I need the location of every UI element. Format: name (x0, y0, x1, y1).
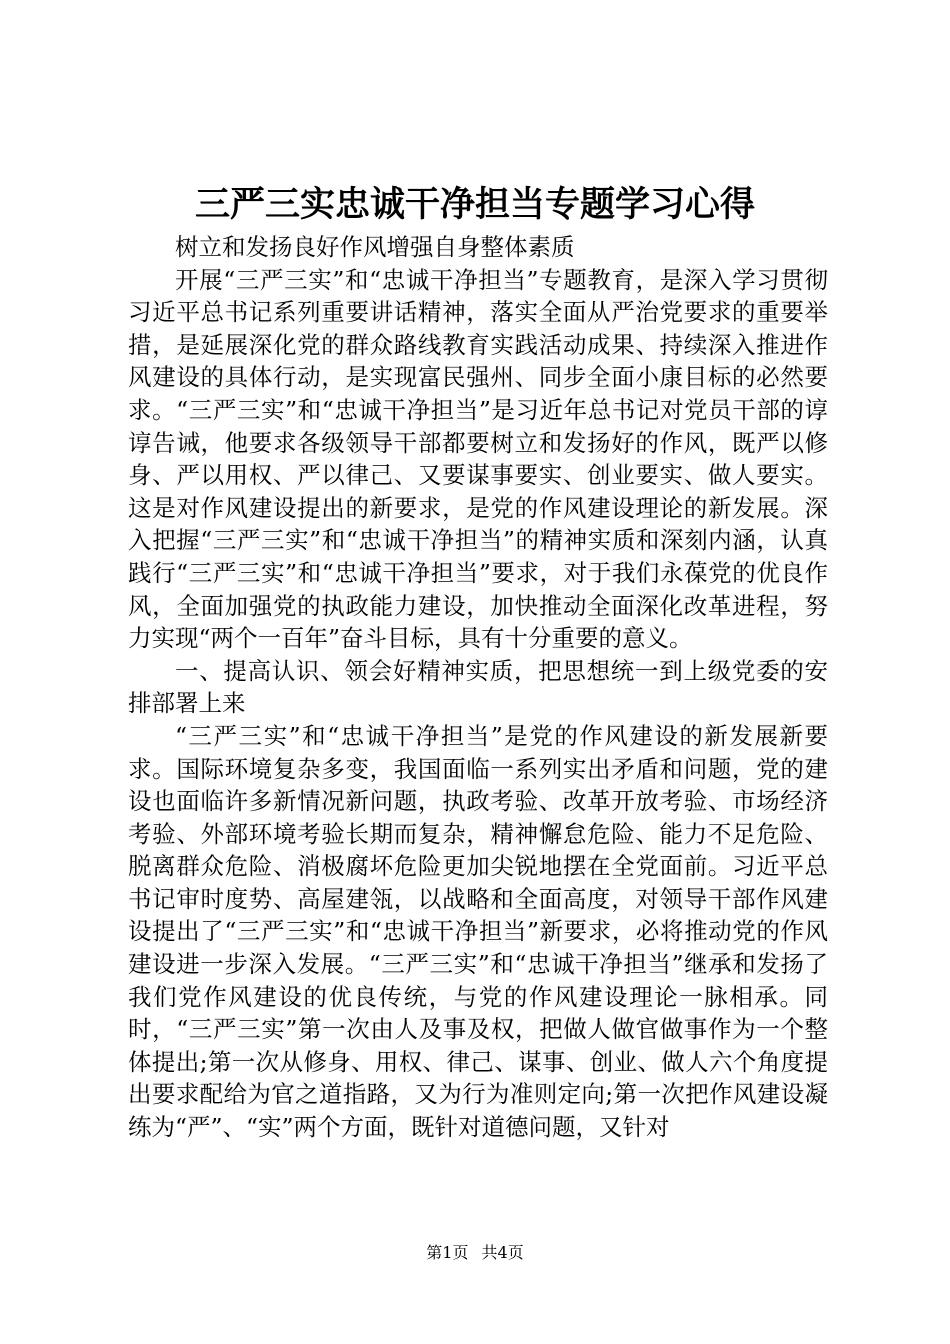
document-title: 三严三实忠诚干净担当专题学习心得 (194, 184, 755, 225)
page-footer (0, 1242, 950, 1264)
page-total: 共4页 (481, 1243, 524, 1262)
body-paragraph: 开展“三严三实”和“忠诚干净担当”专题教育，是深入学习贯彻习近平总书记系列重要讲话精神，落实全面从严治党要求的重要举措，是延展深化党的群众路线教育实践活动成果、持续深入推进作风建设的具体行动，是实现富民强州、同步全面小康目标的必然要求。“三严三实”和“忠诚干净担当”是习近年总书记对党员干部的谆谆告诫，他要求各级领导干部都要树立和发扬好的作风，既严以修身、严以用权、严以律己、又要谋事要实、创业要实、做人要实。这是对作风建设提出的新要求，是党的作风建设理论的新发展。深入把握“三严三实”和“忠诚干净担当”的精神实质和深刻内涵，认真践行“三严三实”和“忠诚干净担当”要求，对于我们永葆党的优良作风，全面加强党的执政能力建设，加快推动全面深化改革进程，努力实现“两个一百年”奋斗目标，具有十分重要的意义。 (128, 265, 828, 653)
section-heading: 一、提高认识、领会好精神实质，把思想统一到上级党委的安排部署上来 (128, 656, 828, 718)
document-body (128, 231, 828, 1144)
subtitle-paragraph: 树立和发扬良好作风增强自身整体素质 (175, 233, 575, 261)
body-paragraph: “三严三实”和“忠诚干净担当”是党的作风建设的新发展新要求。国际环境复杂多变，我国面临一系列实出矛盾和问题，党的建设也面临许多新情况新问题，执政考验、改革开放考验、市场经济考验、外部环境考验长期而复杂，精神懈怠危险、能力不足危险、脱离群众危险、消极腐坏危险更加尖锐地摆在全党面前。习近平总书记审时度势、高屋建瓴，以战略和全面高度，对领导干部作风建设提出了“三严三实”和“忠诚干净担当”新要求，必将推动党的作风建设进一步深入发展。“三严三实”和“忠诚干净担当”继承和发扬了我们党作风建设的优良传统，与党的作风建设理论一脉相承。同时，“三严三实”第一次由人及事及权，把做人做官做事作为一个整体提出;第一次从修身、用权、律己、谋事、创业、做人六个角度提出要求配给为官之道指路，又为行为准则定向;第一次把作风建设凝练为“严”、“实”两个方面，既针对道德问题，又针对 (128, 721, 828, 1142)
page-number: 第1页 (426, 1243, 469, 1262)
